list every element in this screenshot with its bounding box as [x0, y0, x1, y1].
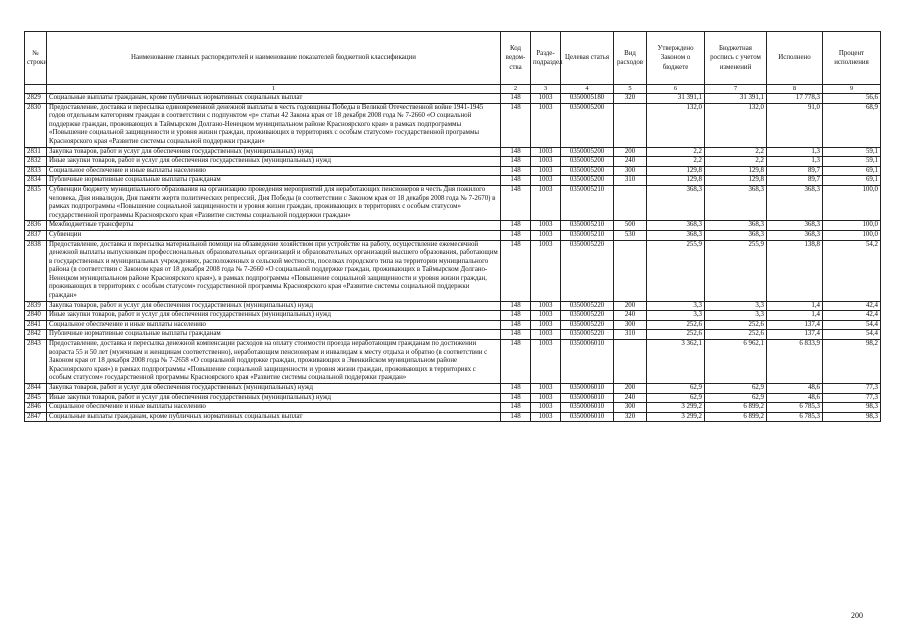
- row-name: Иные закупки товаров, работ и услуг для обеспечения государственных (муниципальных) нужд: [47, 311, 501, 321]
- row-budget-list: 6 962,1: [705, 340, 767, 384]
- row-expense-kind: 300: [614, 166, 647, 176]
- row-executed: 368,3: [767, 230, 823, 240]
- row-expense-kind: 320: [614, 94, 647, 104]
- header-code: Код ведом- ства: [501, 32, 531, 85]
- row-department-code: 148: [501, 147, 531, 157]
- row-budget-list: 3,3: [705, 301, 767, 311]
- row-approved: 252,6: [647, 330, 705, 340]
- row-target-article: 0350005210: [561, 230, 614, 240]
- row-expense-kind: 310: [614, 330, 647, 340]
- budget-table: [24, 31, 881, 422]
- row-number: 2842: [25, 330, 47, 340]
- row-budget-list: 2,2: [705, 147, 767, 157]
- header-target: Целевая статья: [561, 32, 614, 85]
- row-percent: 54,4: [823, 330, 881, 340]
- column-number-row: [25, 85, 881, 94]
- row-approved: 3 299,2: [647, 412, 705, 422]
- row-name: Предоставление, доставка и пересылка материальной помощи на обзаведение хозяйством при устройстве на работу, осуществление ежемесячной денежной выплаты выпускникам профессиональных образовательных организаций и образовательных организаций высшего образования, работающим в государственных и муниципальных учреждениях, расположенных в сельской местности, поселках городского типа на территории муниципального района (в соответствии с Законом края от 18 декабря 2008 года № 7-2660 «О социальной поддержке граждан, проживающих в Таймырском Долгано-Ненецком муниципальном районе Красноярского края»), в рамках подпрограммы «Повышение социальной защищенности и уровня жизни граждан, проживающих в территориях с особым статусом» государственной программы Красноярского края «Развитие системы социальной поддержки граждан»: [47, 240, 501, 301]
- table-row: [25, 94, 881, 104]
- header-rospis: Бюджетная роспись с учетом изменений: [705, 32, 767, 85]
- row-department-code: 148: [501, 221, 531, 231]
- row-target-article: 0350005220: [561, 240, 614, 301]
- row-executed: 137,4: [767, 320, 823, 330]
- row-expense-kind: 500: [614, 221, 647, 231]
- row-percent: 98,2: [823, 340, 881, 384]
- row-budget-list: 132,0: [705, 103, 767, 147]
- row-section-code: 1003: [531, 330, 561, 340]
- table-row: [25, 221, 881, 231]
- table-row: [25, 403, 881, 413]
- row-executed: 17 778,3: [767, 94, 823, 104]
- row-name: Межбюджетные трансферты: [47, 221, 501, 231]
- column-number: 3: [531, 85, 561, 94]
- row-approved: 3 362,1: [647, 340, 705, 384]
- row-number: 2844: [25, 384, 47, 394]
- row-name: Социальное обеспечение и иные выплаты населению: [47, 166, 501, 176]
- row-department-code: 148: [501, 330, 531, 340]
- row-department-code: 148: [501, 412, 531, 422]
- row-percent: 100,0: [823, 221, 881, 231]
- row-name: Социальные выплаты гражданам, кроме публичных нормативных социальных выплат: [47, 94, 501, 104]
- row-budget-list: 6 899,2: [705, 403, 767, 413]
- row-section-code: 1003: [531, 301, 561, 311]
- row-target-article: 0350006010: [561, 393, 614, 403]
- row-expense-kind: 300: [614, 403, 647, 413]
- row-section-code: 1003: [531, 103, 561, 147]
- row-approved: 62,9: [647, 393, 705, 403]
- row-budget-list: 368,3: [705, 185, 767, 220]
- column-number: 6: [647, 85, 705, 94]
- row-percent: 77,3: [823, 384, 881, 394]
- row-executed: 1,4: [767, 311, 823, 321]
- row-name: Публичные нормативные социальные выплаты гражданам: [47, 176, 501, 186]
- header-section: Разде- подраздел: [531, 32, 561, 85]
- row-approved: 2,2: [647, 157, 705, 167]
- row-name: Закупка товаров, работ и услуг для обеспечения государственных (муниципальных) нужд: [47, 384, 501, 394]
- row-budget-list: 252,6: [705, 320, 767, 330]
- row-section-code: 1003: [531, 185, 561, 220]
- row-executed: 1,3: [767, 157, 823, 167]
- row-executed: 368,3: [767, 221, 823, 231]
- table-row: [25, 330, 881, 340]
- row-executed: 137,4: [767, 330, 823, 340]
- row-section-code: 1003: [531, 240, 561, 301]
- row-target-article: 0350006010: [561, 403, 614, 413]
- row-percent: 42,4: [823, 301, 881, 311]
- row-expense-kind: 240: [614, 311, 647, 321]
- row-executed: 91,0: [767, 103, 823, 147]
- row-executed: 6 833,9: [767, 340, 823, 384]
- column-number: [25, 85, 47, 94]
- row-executed: 6 785,3: [767, 412, 823, 422]
- row-expense-kind: [614, 240, 647, 301]
- table-row: [25, 384, 881, 394]
- row-expense-kind: 530: [614, 230, 647, 240]
- row-section-code: 1003: [531, 230, 561, 240]
- row-number: 2830: [25, 103, 47, 147]
- row-target-article: 0350005200: [561, 176, 614, 186]
- row-budget-list: 3,3: [705, 311, 767, 321]
- row-target-article: 0350005200: [561, 103, 614, 147]
- row-section-code: 1003: [531, 384, 561, 394]
- row-budget-list: 368,3: [705, 230, 767, 240]
- row-percent: 100,0: [823, 230, 881, 240]
- header-num: № строки: [25, 32, 47, 85]
- row-target-article: 0350006010: [561, 384, 614, 394]
- row-executed: 138,8: [767, 240, 823, 301]
- row-approved: 31 391,1: [647, 94, 705, 104]
- row-target-article: 0350005220: [561, 301, 614, 311]
- header-row: [25, 32, 881, 85]
- row-target-article: 0350005180: [561, 94, 614, 104]
- row-target-article: 0350006010: [561, 412, 614, 422]
- row-expense-kind: 320: [614, 412, 647, 422]
- row-number: 2832: [25, 157, 47, 167]
- row-number: 2843: [25, 340, 47, 384]
- row-section-code: 1003: [531, 147, 561, 157]
- row-target-article: 0350005220: [561, 311, 614, 321]
- row-target-article: 0350005200: [561, 166, 614, 176]
- row-approved: 129,8: [647, 166, 705, 176]
- row-target-article: 0350005200: [561, 147, 614, 157]
- row-name: Социальное обеспечение и иные выплаты населению: [47, 320, 501, 330]
- row-department-code: 148: [501, 166, 531, 176]
- row-executed: 48,6: [767, 393, 823, 403]
- row-number: 2845: [25, 393, 47, 403]
- row-department-code: 148: [501, 103, 531, 147]
- row-executed: 1,3: [767, 147, 823, 157]
- table-row: [25, 340, 881, 384]
- row-approved: 3,3: [647, 311, 705, 321]
- row-approved: 368,3: [647, 230, 705, 240]
- row-budget-list: 129,8: [705, 176, 767, 186]
- row-number: 2841: [25, 320, 47, 330]
- row-expense-kind: 240: [614, 157, 647, 167]
- row-expense-kind: [614, 185, 647, 220]
- row-budget-list: 6 899,2: [705, 412, 767, 422]
- row-department-code: 148: [501, 393, 531, 403]
- row-approved: 129,8: [647, 176, 705, 186]
- header-approved: Утверждено Законом о бюджете: [647, 32, 705, 85]
- row-number: 2834: [25, 176, 47, 186]
- row-section-code: 1003: [531, 412, 561, 422]
- row-percent: 98,3: [823, 403, 881, 413]
- column-number: 2: [501, 85, 531, 94]
- table-row: [25, 147, 881, 157]
- row-department-code: 148: [501, 94, 531, 104]
- row-section-code: 1003: [531, 166, 561, 176]
- row-section-code: 1003: [531, 176, 561, 186]
- column-number: 7: [705, 85, 767, 94]
- row-executed: 6 785,3: [767, 403, 823, 413]
- row-name: Социальные выплаты гражданам, кроме публичных нормативных социальных выплат: [47, 412, 501, 422]
- row-section-code: 1003: [531, 320, 561, 330]
- row-target-article: 0350005220: [561, 320, 614, 330]
- row-number: 2831: [25, 147, 47, 157]
- row-section-code: 1003: [531, 94, 561, 104]
- row-department-code: 148: [501, 230, 531, 240]
- row-percent: 59,1: [823, 147, 881, 157]
- row-target-article: 0350005210: [561, 221, 614, 231]
- row-number: 2838: [25, 240, 47, 301]
- table-row: [25, 185, 881, 220]
- row-expense-kind: 300: [614, 320, 647, 330]
- table-row: [25, 412, 881, 422]
- row-percent: 77,3: [823, 393, 881, 403]
- row-percent: 54,4: [823, 320, 881, 330]
- row-executed: 48,6: [767, 384, 823, 394]
- row-budget-list: 62,9: [705, 384, 767, 394]
- row-expense-kind: 200: [614, 147, 647, 157]
- table-row: [25, 320, 881, 330]
- row-name: Публичные нормативные социальные выплаты гражданам: [47, 330, 501, 340]
- row-section-code: 1003: [531, 311, 561, 321]
- row-number: 2837: [25, 230, 47, 240]
- row-name: Предоставление, доставка и пересылка единовременной денежной выплаты в честь годовщины Победы в Великой Отечественной войне 1941-1945 годов отдельным категориям граждан в соответствии с подпунктом «р» статьи 42 Закона края от 18 декабря 2008 года № 7-2660 «О социальной поддержке граждан, проживающих в Таймырском Долгано-Ненецком муниципальном районе Красноярского края» в рамках подпрограммы «Повышение социальной защищенности и уровня жизни граждан, проживающих в территориях с особым статусом» государственной программы Красноярского края «Развитие системы социальной поддержки граждан»: [47, 103, 501, 147]
- row-name: Социальное обеспечение и иные выплаты населению: [47, 403, 501, 413]
- row-name: Иные закупки товаров, работ и услуг для обеспечения государственных (муниципальных) нужд: [47, 157, 501, 167]
- row-executed: 89,7: [767, 166, 823, 176]
- row-target-article: 0350005210: [561, 185, 614, 220]
- header-kind: Вид расходов: [614, 32, 647, 85]
- row-section-code: 1003: [531, 221, 561, 231]
- row-approved: 255,9: [647, 240, 705, 301]
- row-budget-list: 2,2: [705, 157, 767, 167]
- table-row: [25, 230, 881, 240]
- row-expense-kind: 310: [614, 176, 647, 186]
- header-name: Наименование главных распорядителей и наименование показателей бюджетной классификации: [47, 32, 501, 85]
- row-budget-list: 129,8: [705, 166, 767, 176]
- row-department-code: 148: [501, 384, 531, 394]
- row-number: 2847: [25, 412, 47, 422]
- row-approved: 2,2: [647, 147, 705, 157]
- row-number: 2839: [25, 301, 47, 311]
- row-department-code: 148: [501, 311, 531, 321]
- row-approved: 368,3: [647, 185, 705, 220]
- row-department-code: 148: [501, 176, 531, 186]
- row-name: Закупка товаров, работ и услуг для обеспечения государственных (муниципальных) нужд: [47, 301, 501, 311]
- table-row: [25, 103, 881, 147]
- row-budget-list: 368,3: [705, 221, 767, 231]
- column-number: 9: [823, 85, 881, 94]
- row-expense-kind: [614, 103, 647, 147]
- row-target-article: 0350005220: [561, 330, 614, 340]
- row-department-code: 148: [501, 301, 531, 311]
- table-row: [25, 393, 881, 403]
- table-row: [25, 157, 881, 167]
- table-row: [25, 301, 881, 311]
- row-number: 2846: [25, 403, 47, 413]
- row-expense-kind: [614, 340, 647, 384]
- table-row: [25, 311, 881, 321]
- row-executed: 89,7: [767, 176, 823, 186]
- row-budget-list: 252,6: [705, 330, 767, 340]
- row-percent: 98,3: [823, 412, 881, 422]
- row-percent: 59,1: [823, 157, 881, 167]
- row-approved: 3,3: [647, 301, 705, 311]
- row-section-code: 1003: [531, 393, 561, 403]
- column-number: 1: [47, 85, 501, 94]
- column-number: 5: [614, 85, 647, 94]
- row-percent: 69,1: [823, 166, 881, 176]
- row-name: Закупка товаров, работ и услуг для обеспечения государственных (муниципальных) нужд: [47, 147, 501, 157]
- row-section-code: 1003: [531, 403, 561, 413]
- row-budget-list: 31 391,1: [705, 94, 767, 104]
- row-department-code: 148: [501, 240, 531, 301]
- page-number: 200: [851, 611, 863, 620]
- row-expense-kind: 200: [614, 384, 647, 394]
- row-number: 2829: [25, 94, 47, 104]
- row-budget-list: 255,9: [705, 240, 767, 301]
- table-body: [25, 94, 881, 422]
- row-percent: 42,4: [823, 311, 881, 321]
- row-number: 2836: [25, 221, 47, 231]
- row-number: 2840: [25, 311, 47, 321]
- row-approved: 368,3: [647, 221, 705, 231]
- row-name: Иные закупки товаров, работ и услуг для обеспечения государственных (муниципальных) нужд: [47, 393, 501, 403]
- row-approved: 3 299,2: [647, 403, 705, 413]
- row-percent: 69,1: [823, 176, 881, 186]
- table-row: [25, 176, 881, 186]
- row-name: Предоставление, доставка и пересылка денежной компенсации расходов на оплату стоимости проезда неработающим гражданам по достижении возраста 55 и 50 лет (мужчинам и женщинам соответственно), неработающим пенсионерам и инвалидам к месту отдыха и обратно (в соответствии с Законом края от 18 декабря 2008 года № 7-2658 «О социальной поддержке граждан, проживающих в Эвенкийском муниципальном районе Красноярского края») в рамках подпрограммы «Повышение социальной защищенности и уровня жизни граждан, проживающих в территориях с особым статусом» государственной программы Красноярского края «Развитие системы социальной поддержки граждан»: [47, 340, 501, 384]
- row-target-article: 0350006010: [561, 340, 614, 384]
- row-department-code: 148: [501, 157, 531, 167]
- row-expense-kind: 200: [614, 301, 647, 311]
- row-percent: 100,0: [823, 185, 881, 220]
- row-department-code: 148: [501, 185, 531, 220]
- row-approved: 252,6: [647, 320, 705, 330]
- row-expense-kind: 240: [614, 393, 647, 403]
- row-executed: 1,4: [767, 301, 823, 311]
- table-row: [25, 240, 881, 301]
- row-target-article: 0350005200: [561, 157, 614, 167]
- row-department-code: 148: [501, 403, 531, 413]
- row-name: Субвенции бюджету муниципального образования на организацию проведения мероприятий для неработающих пенсионеров в честь Дня пожилого человека, Дня инвалидов, Дня памяти жертв политических репрессий, Дня Победы (в соответствии с Законом края от 18 декабря 2008 года № 7-2670) в рамках подпрограммы «Повышение социальной защищенности и уровня жизни граждан, проживающих в территориях с особым статусом» государственной программы Красноярского края «Развитие системы социальной поддержки граждан»: [47, 185, 501, 220]
- row-approved: 62,9: [647, 384, 705, 394]
- row-percent: 68,9: [823, 103, 881, 147]
- row-name: Субвенции: [47, 230, 501, 240]
- header-percent: Процент исполнения: [823, 32, 881, 85]
- column-number: 8: [767, 85, 823, 94]
- row-executed: 368,3: [767, 185, 823, 220]
- column-number: 4: [561, 85, 614, 94]
- row-approved: 132,0: [647, 103, 705, 147]
- row-number: 2833: [25, 166, 47, 176]
- row-section-code: 1003: [531, 157, 561, 167]
- row-percent: 56,6: [823, 94, 881, 104]
- row-department-code: 148: [501, 320, 531, 330]
- header-executed: Исполнено: [767, 32, 823, 85]
- row-number: 2835: [25, 185, 47, 220]
- row-percent: 54,2: [823, 240, 881, 301]
- row-budget-list: 62,9: [705, 393, 767, 403]
- table-row: [25, 166, 881, 176]
- row-department-code: 148: [501, 340, 531, 384]
- row-section-code: 1003: [531, 340, 561, 384]
